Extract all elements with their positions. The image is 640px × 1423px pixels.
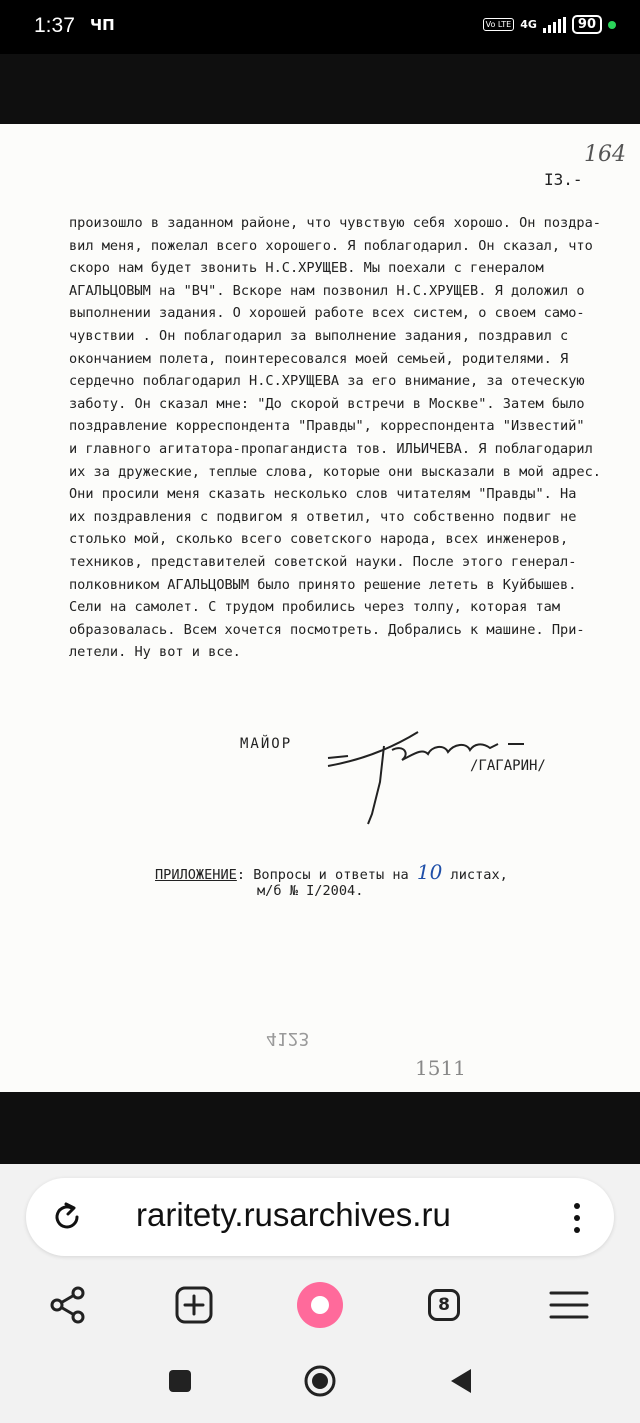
hamburger-menu-icon[interactable] — [543, 1279, 595, 1331]
status-bar — [0, 0, 640, 54]
appendix-handwritten-count: 10 — [416, 860, 443, 884]
url-text[interactable]: raritety.rusarchives.ru — [136, 1196, 451, 1233]
viewer-bottom-background — [0, 1092, 640, 1164]
signatory-name: /ГАГАРИН/ — [470, 758, 546, 774]
appendix-text-post: листах, — [442, 867, 508, 883]
viewer-top-background — [0, 54, 640, 124]
recent-apps-icon[interactable] — [158, 1359, 202, 1403]
status-time: 1:37 — [34, 14, 75, 37]
share-icon[interactable] — [42, 1279, 94, 1331]
back-icon[interactable] — [438, 1359, 482, 1403]
alice-icon — [297, 1282, 343, 1328]
alice-assistant-button[interactable] — [294, 1279, 346, 1331]
volte-icon: Vo LTE — [483, 18, 515, 31]
document-page — [0, 124, 640, 1092]
status-right-cluster — [483, 15, 616, 34]
signal-icon — [543, 17, 566, 33]
appendix-label: ПРИЛОЖЕНИЕ — [155, 867, 237, 883]
appendix-text-pre: : Вопросы и ответы на — [236, 867, 417, 883]
more-options-icon[interactable] — [572, 1202, 582, 1238]
handwritten-signature — [322, 714, 542, 834]
home-icon[interactable] — [298, 1359, 342, 1403]
network-type: 4G — [520, 17, 537, 31]
page-number: I3.- — [544, 170, 583, 189]
signatory-rank: МАЙОР — [240, 736, 293, 752]
reload-icon[interactable] — [50, 1200, 84, 1238]
tabs-count: 8 — [428, 1289, 460, 1321]
tabs-button[interactable] — [418, 1279, 470, 1331]
battery-icon: 90 — [572, 15, 602, 34]
document-body-text: произошло в заданном районе, что чувствую себя хорошо. Он поздра- вил меня, пожелал всего хорошего. Я поблагодарил. Он сказал, что скоро нам будет звонить Н.С.ХРУЩЕВ. Мы поехали с генералом АГАЛЬЦОВЫМ на "ВЧ". Вскоре нам позвонил Н.С.ХРУЩЕВ. Я доложил о выполнении задания. О хорошей работе всех систем, о своем само- чувствии . Он поблагодарил за выполнение задания, поздравил с окончанием полета, поинтересовался моей семьей, родителями. Я сердечно поблагодарил Н.С.ХРУЩЕВА за его внимание, за отеческую заботу. Он сказал мне: "До скорой встречи в Москве". Затем было поздравление корреспондента "Правды", корреспондента "Известий" и главного агитатора-пропагандиста тов. ИЛЬИЧЕВА. Я поблагодарил их за дружеские, теплые слова, которые они высказали в мой адрес. Они просили меня сказать несколько слов читателям "Правды". На их поздравления с подвигом я ответил, что собственно подвиг не столько мой, сколько всего советского народа, всех инженеров, техников, представителей советской науки. После этого генерал- полковником АГАЛЬЦОВЫМ было принято решение лететь в Куйбышев. Сели на самолет. С трудом пробились через толпу, которая там образовалась. Всем хочется посмотреть. Добрались к машине. При- летели. Ну вот и все. — [69, 215, 601, 661]
archive-stamp-number: 1511 — [415, 1056, 466, 1080]
appendix-reference: м/б № I/2004. — [257, 883, 364, 899]
notification-app-icon: ЧП — [90, 16, 115, 34]
privacy-indicator-dot — [608, 21, 616, 29]
browser-bottom-bar — [0, 1164, 640, 1423]
address-bar[interactable] — [26, 1178, 614, 1256]
new-tab-icon[interactable] — [168, 1279, 220, 1331]
handwritten-page-number: 164 — [584, 142, 626, 167]
browser-toolbar — [0, 1279, 640, 1331]
system-navigation-bar — [0, 1359, 640, 1403]
mirrored-stamp-number: 4123 — [266, 1028, 310, 1049]
